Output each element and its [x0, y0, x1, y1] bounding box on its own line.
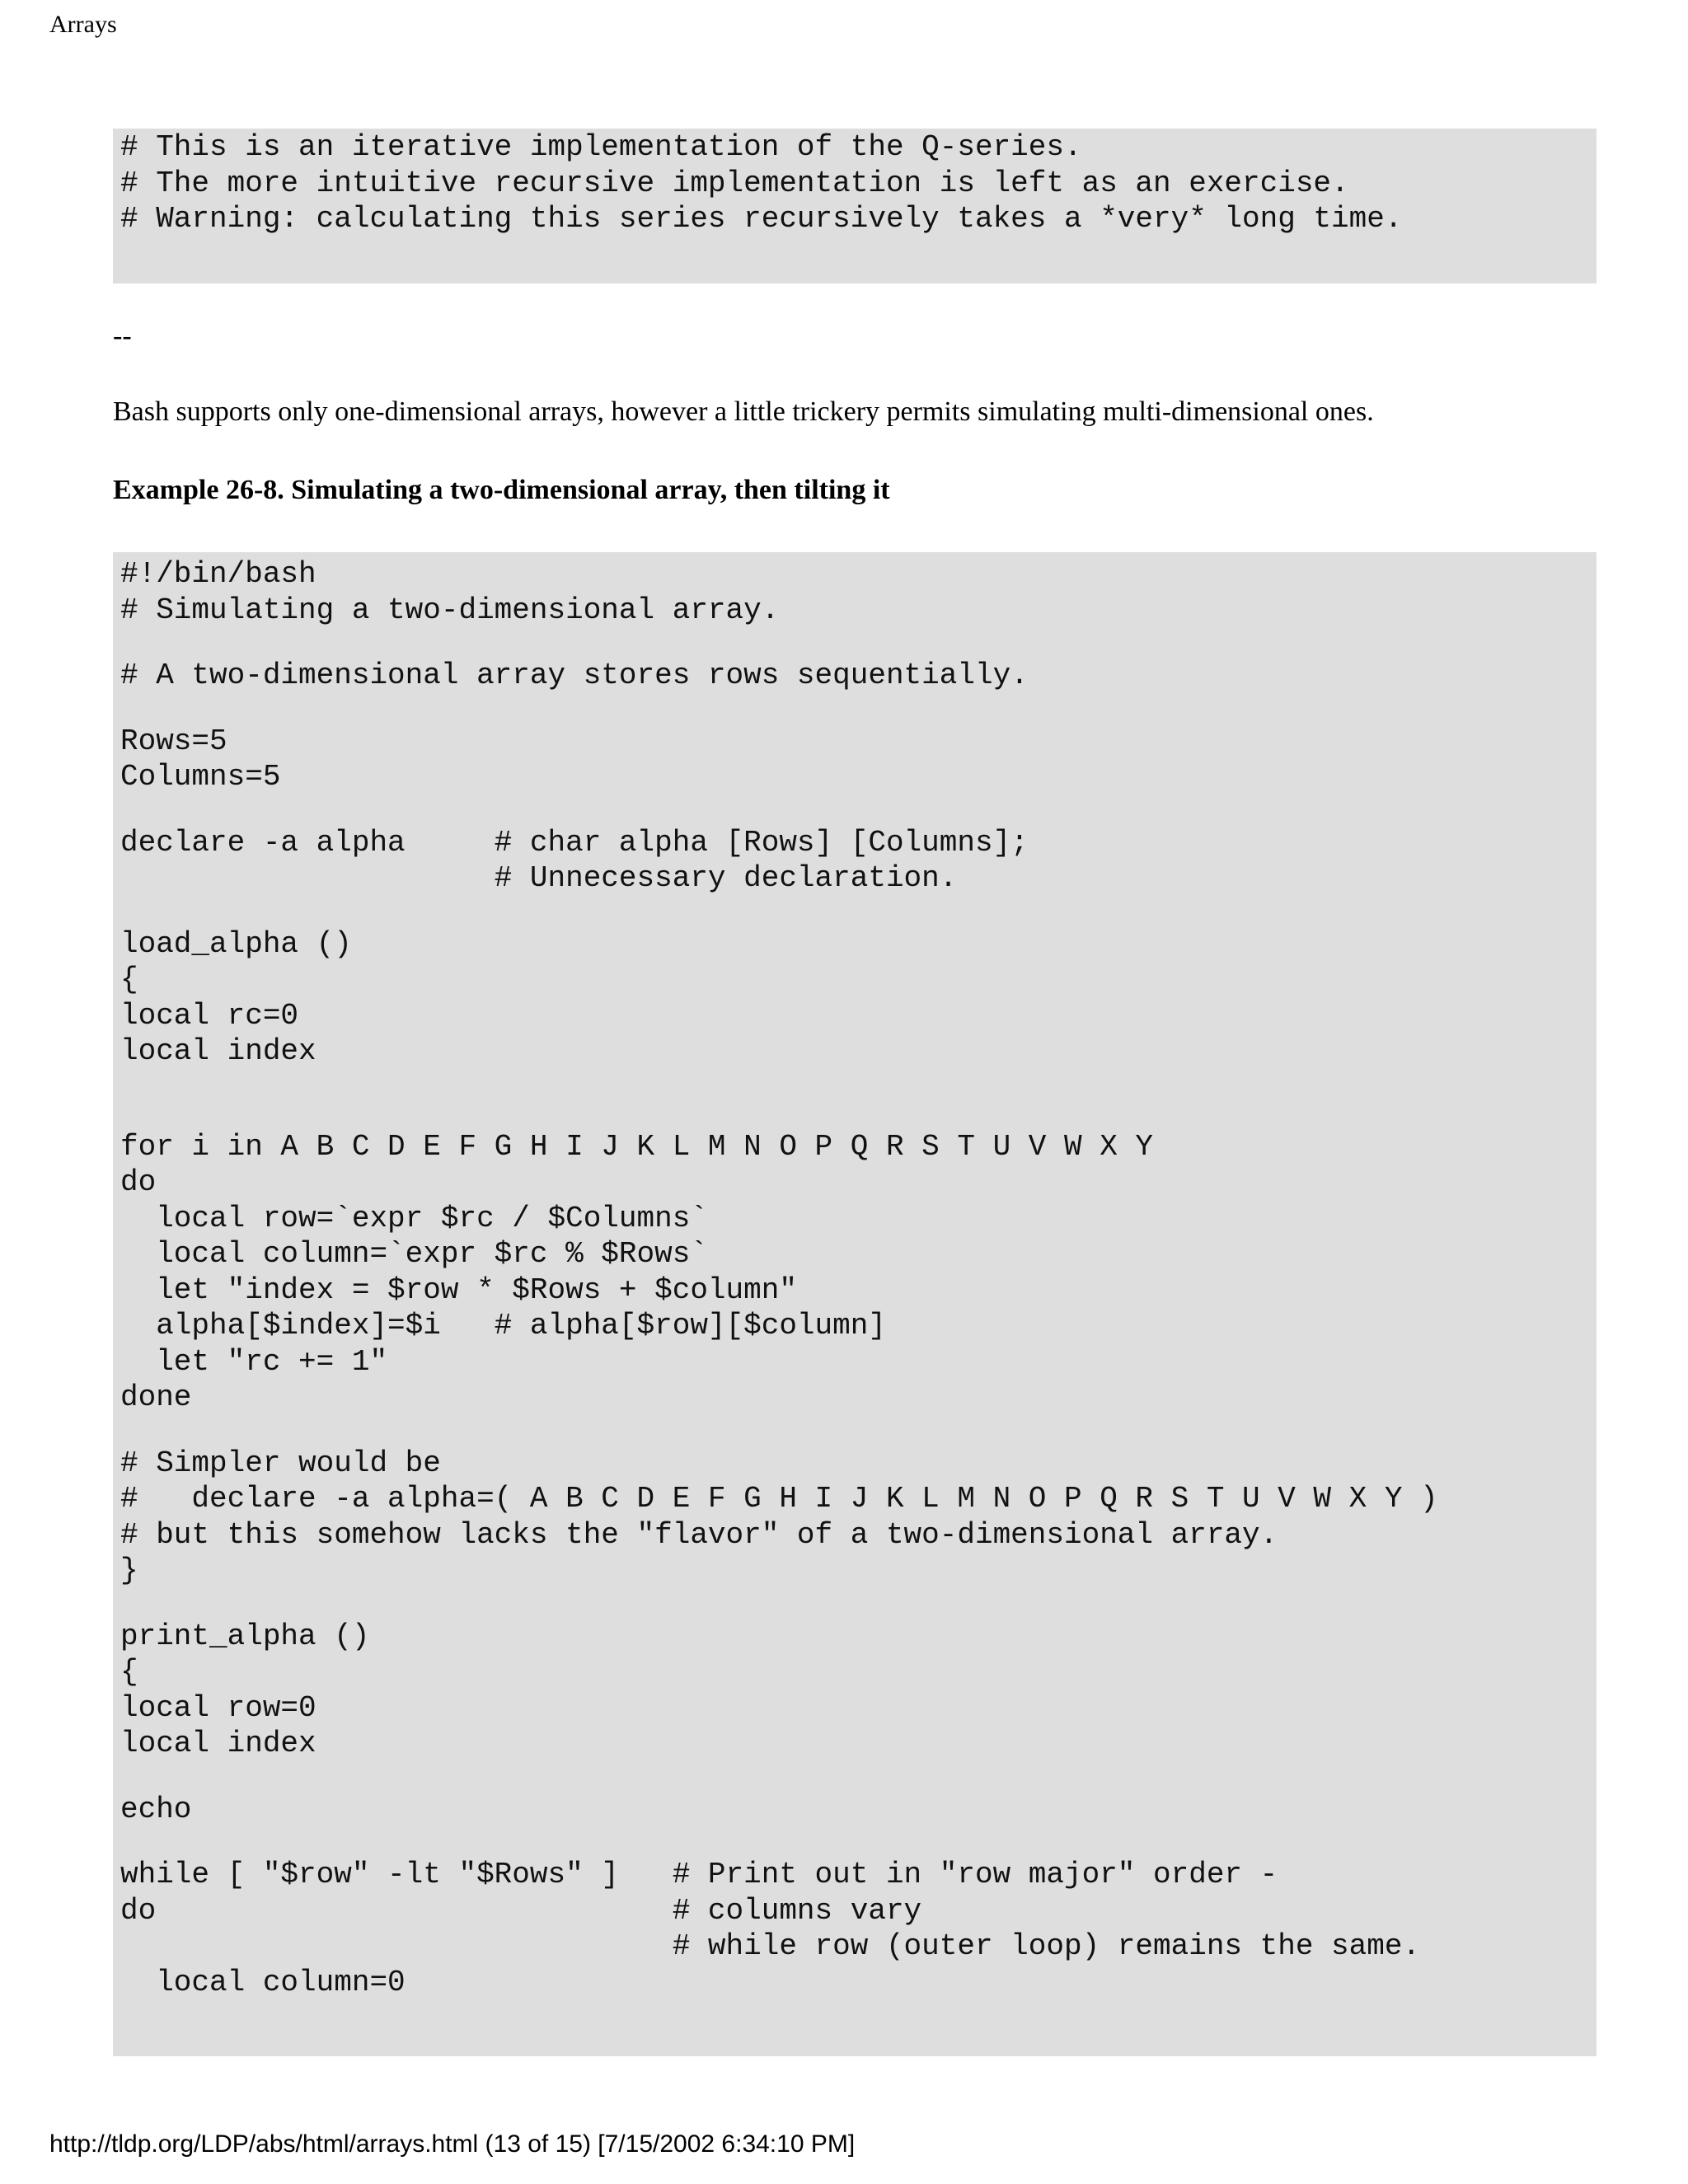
code-line: local row=0 — [120, 1690, 316, 1725]
code-line: # Simpler would be — [120, 1446, 441, 1480]
code-block-q-series-notes — [113, 129, 1597, 284]
code-line: let "rc += 1" — [120, 1344, 388, 1379]
code-line: print_alpha () — [120, 1619, 370, 1653]
code-line: do # columns vary — [120, 1893, 922, 1928]
code-line: alpha[$index]=$i # alpha[$row][$column] — [120, 1309, 886, 1343]
code-line: echo — [120, 1792, 192, 1826]
code-line: # A two-dimensional array stores rows sequentially. — [120, 658, 1029, 692]
code-line: Rows=5 — [120, 724, 227, 758]
code-line: declare -a alpha # char alpha [Rows] [Columns]; — [120, 825, 1029, 860]
code-line: load_alpha () — [120, 926, 352, 961]
code-line: # This is an iterative implementation of the Q-series. — [120, 130, 1082, 164]
code-line: #!/bin/bash — [120, 557, 316, 591]
code-line: local index — [120, 1727, 316, 1760]
blank-line — [120, 897, 1597, 926]
body-paragraph: Bash supports only one-dimensional arrays, however a little trickery permits simulating multi-dimensional ones. — [113, 396, 1374, 427]
code-line: local column=0 — [120, 1965, 406, 1999]
example-title: Example 26-8. Simulating a two-dimensional array, then tilting it — [113, 475, 890, 505]
code-line: # Unnecessary declaration. — [120, 861, 958, 895]
code-block-example-26-8 — [113, 552, 1597, 2056]
code-line: # Simulating a two-dimensional array. — [120, 593, 780, 627]
blank-line — [120, 1070, 1597, 1129]
code-line: { — [120, 963, 138, 996]
blank-line — [120, 1827, 1597, 1857]
blank-line — [120, 1416, 1597, 1446]
code-line: Columns=5 — [120, 760, 281, 794]
code-line: # while row (outer loop) remains the same. — [120, 1929, 1421, 1963]
blank-line — [120, 694, 1597, 724]
code-line: while [ "$row" -lt "$Rows" ] # Print out in "row major" order - — [120, 1858, 1278, 1891]
page-footer-url: http://tldp.org/LDP/abs/html/arrays.html (13 of 15) [7/15/2002 6:34:10 PM] — [49, 2130, 856, 2158]
code-line: let "index = $row * $Rows + $column" — [120, 1272, 797, 1307]
code-line: # The more intuitive recursive implementation is left as an exercise. — [120, 166, 1349, 200]
code-line: done — [120, 1380, 192, 1414]
code-text — [120, 129, 1597, 237]
page-header-title: Arrays — [49, 11, 117, 38]
separator-text: -- — [113, 321, 132, 351]
code-line: # but this somehow lacks the "flavor" of a two-dimensional array. — [120, 1517, 1278, 1552]
code-line: local rc=0 — [120, 998, 299, 1033]
blank-line — [120, 1762, 1597, 1792]
code-line: # declare -a alpha=( A B C D E F G H I J K L M N O P Q R S T U V W X Y ) — [120, 1482, 1438, 1516]
blank-line — [120, 795, 1597, 825]
code-line: # Warning: calculating this series recursively takes a *very* long time. — [120, 202, 1403, 236]
code-line: do — [120, 1165, 157, 1199]
code-text — [120, 556, 1597, 2000]
code-line: } — [120, 1554, 138, 1587]
code-line: for i in A B C D E F G H I J K L M N O P Q R S T U V W X Y — [120, 1129, 1154, 1164]
blank-line — [120, 1589, 1597, 1619]
code-line: local index — [120, 1034, 316, 1068]
code-line: local column=`expr $rc % $Rows` — [120, 1237, 708, 1271]
code-line: { — [120, 1655, 138, 1689]
code-line: local row=`expr $rc / $Columns` — [120, 1201, 708, 1235]
blank-line — [120, 628, 1597, 658]
